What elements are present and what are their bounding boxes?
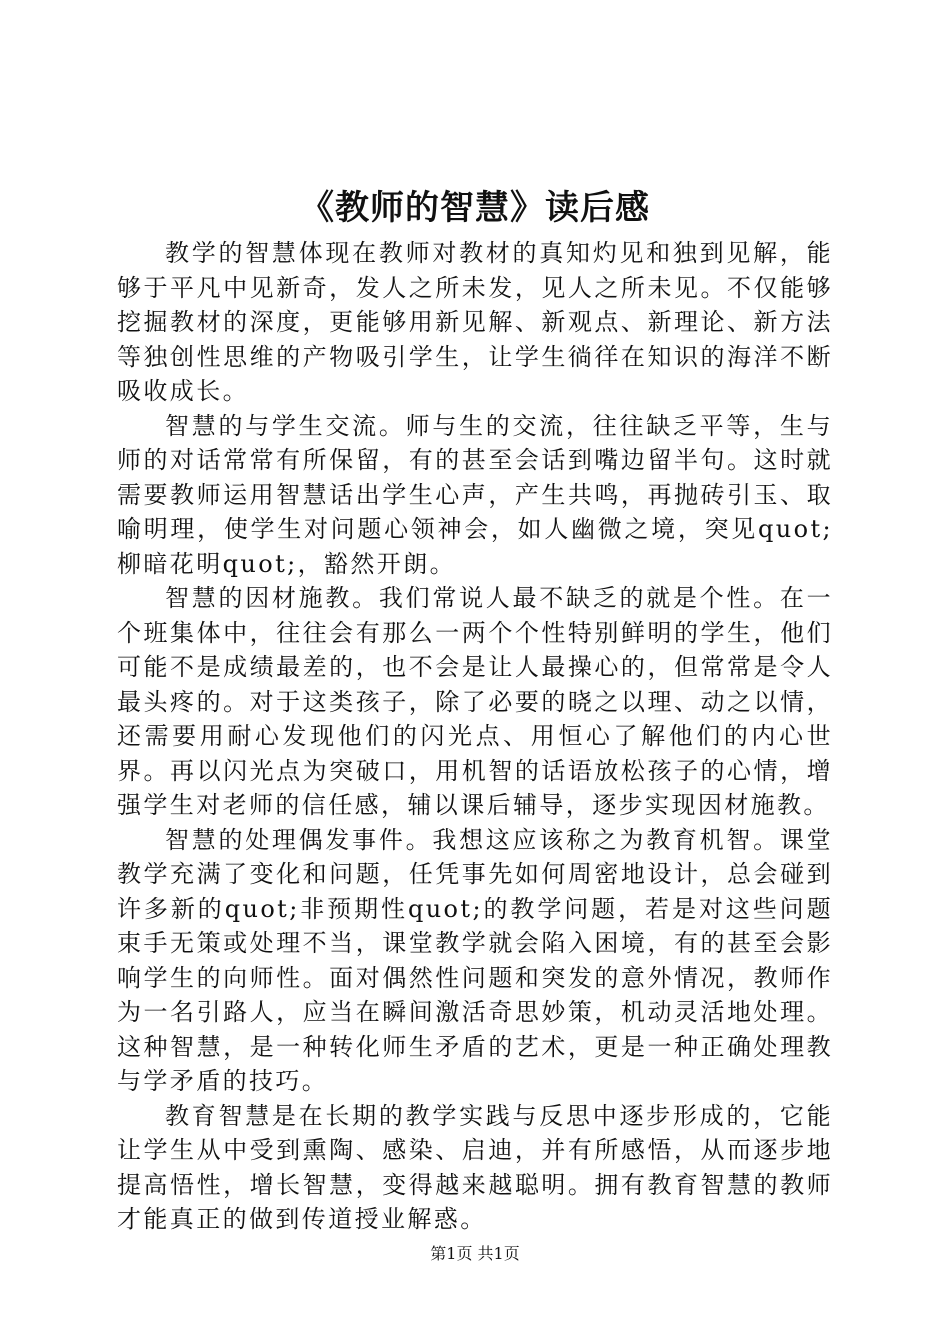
paragraph-1: 教学的智慧体现在教师对教材的真知灼见和独到见解，能够于平凡中见新奇，发人之所未发，见人之所未见。不仅能够挖掘教材的深度，更能够用新见解、新观点、新理论、新方法等独创性思维的产物吸引学生，让学生徜徉在知识的海洋不断吸收成长。 [117, 239, 833, 405]
paragraph-3: 智慧的因材施教。我们常说人最不缺乏的就是个性。在一个班集体中，往往会有那么一两个个性特别鲜明的学生，他们可能不是成绩最差的，也不会是让人最操心的，但常常是令人最头疼的。对于这类孩子，除了必要的晓之以理、动之以情，还需要用耐心发现他们的闪光点、用恒心了解他们的内心世界。再以闪光点为突破口，用机智的话语放松孩子的心情，增强学生对老师的信任感，辅以课后辅导，逐步实现因材施教。 [117, 584, 833, 819]
document-body [117, 236, 833, 1237]
paragraph-5: 教育智慧是在长期的教学实践与反思中逐步形成的，它能让学生从中受到熏陶、感染、启迪，并有所感悟，从而逐步地提高悟性，增长智慧，变得越来越聪明。拥有教育智慧的教师才能真正的做到传道授业解惑。 [117, 1101, 833, 1233]
document-title: 《教师的智慧》读后感 [300, 188, 650, 228]
paragraph-2: 智慧的与学生交流。师与生的交流，往往缺乏平等，生与师的对话常常有所保留，有的甚至会话到嘴边留半句。这时就需要教师运用智慧话出学生心声，产生共鸣，再抛砖引玉、取喻明理，使学生对问题心领神会，如人幽微之境，突见quot;柳暗花明quot;，豁然开朗。 [117, 411, 833, 578]
paragraph-4: 智慧的处理偶发事件。我想这应该称之为教育机智。课堂教学充满了变化和问题，任凭事先如何周密地设计，总会碰到许多新的quot;非预期性quot;的教学问题，若是对这些问题束手无策或处理不当，课堂教学就会陷入困境，有的甚至会影响学生的向师性。面对偶然性问题和突发的意外情况，教师作为一名引路人，应当在瞬间激活奇思妙策，机动灵活地处理。这种智慧，是一种转化师生矛盾的艺术，更是一种正确处理教与学矛盾的技巧。 [117, 825, 833, 1095]
page-footer: 第1页 共1页 [430, 1244, 520, 1263]
